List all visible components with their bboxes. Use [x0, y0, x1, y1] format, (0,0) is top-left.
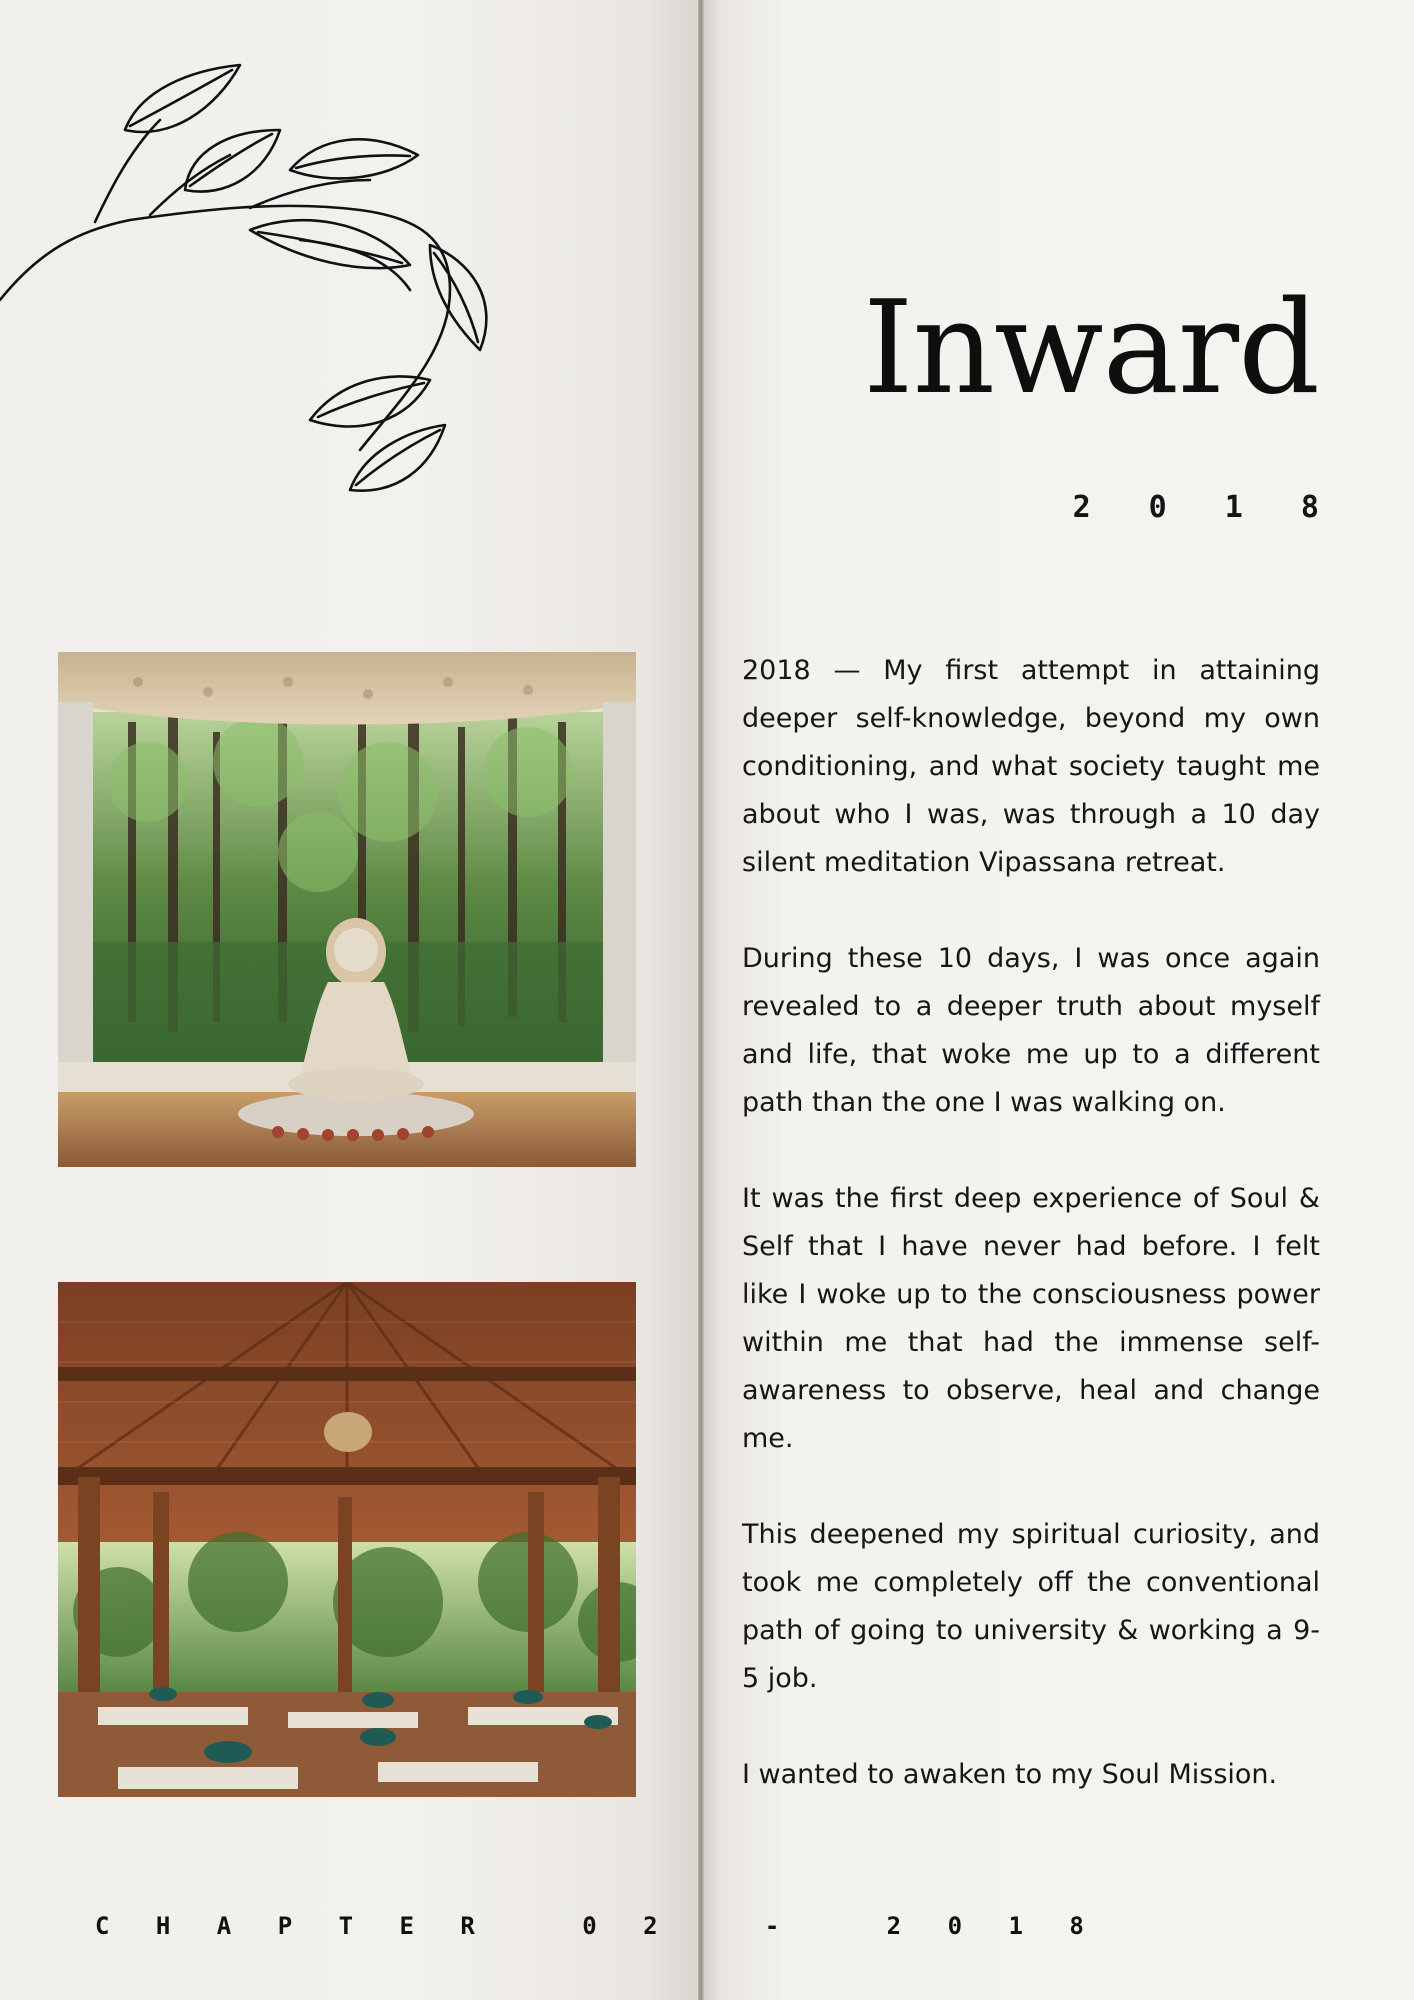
paragraph-2: During these 10 days, I was once again revealed to a deeper truth about myself and life, that woke me up to a different path than the one I was walking on.: [742, 943, 1320, 1118]
paragraph-5: I wanted to awaken to my Soul Mission.: [742, 1759, 1278, 1790]
paragraph-4: This deepened my spiritual curiosity, and took me completely off the conventional path of going to university & working a 9-5 job.: [742, 1519, 1320, 1694]
page-title: Inward: [863, 274, 1319, 423]
book-spine: [698, 0, 704, 2000]
article-body: [742, 647, 1320, 1847]
chapter-label: C H A P T E R 0 2 - 2 0 1 8: [95, 1912, 1100, 1940]
meditation-room-photo: [58, 652, 636, 1167]
yoga-pavilion-photo: [58, 1282, 636, 1797]
year-label: 2 0 1 8: [1072, 490, 1339, 525]
paragraph-3: It was the first deep experience of Soul & Self that I have never had before. I felt like I woke up to the consciousness power within me that had the immense self-awareness to observe, heal and change me.: [742, 1183, 1320, 1454]
leaf-branch-icon: [0, 50, 520, 510]
paragraph-1: 2018 — My first attempt in attaining deeper self-knowledge, beyond my own conditioning, and what society taught me about who I was, was through a 10 day silent meditation Vipassana retreat.: [742, 655, 1320, 878]
